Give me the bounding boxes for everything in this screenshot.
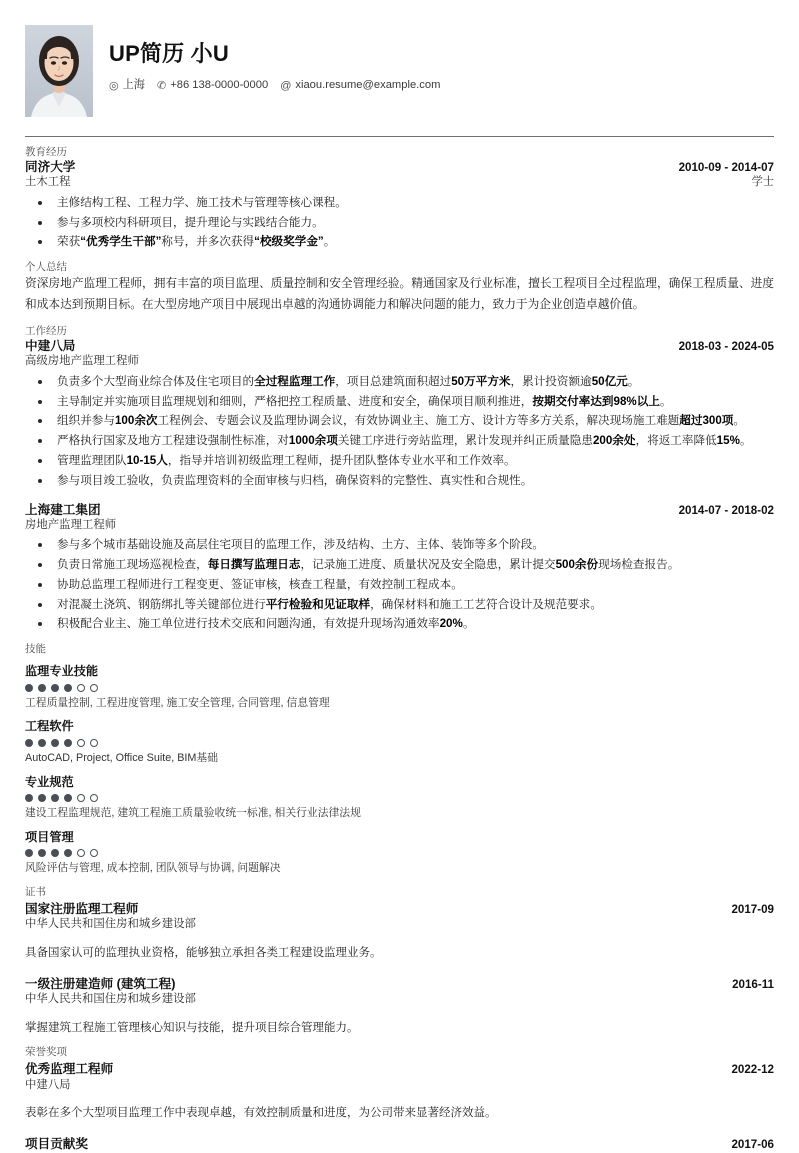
skill-dot-filled [25, 739, 33, 747]
education-degree: 学士 [751, 176, 774, 189]
email-icon: @ [280, 79, 292, 92]
candidate-name: UP简历 小U [109, 41, 229, 66]
award-entry [25, 1136, 774, 1152]
award-name: 项目贡献奖 [25, 1137, 88, 1152]
education-bullets [25, 194, 774, 252]
skill-level-rating [25, 739, 774, 747]
resume-header [25, 0, 774, 117]
section-label-work: 工作经历 [25, 325, 67, 337]
work-date: 2018-03 - 2024-05 [678, 340, 774, 354]
skill-dot-filled [38, 739, 46, 747]
certification-entry [25, 976, 774, 1037]
contact-email-text: xiaou.resume@example.com [295, 79, 441, 92]
award-name: 优秀监理工程师 [25, 1062, 114, 1077]
certifications-container [25, 901, 774, 1037]
award-issuer: 中建八局 [25, 1078, 71, 1091]
education-school: 同济大学 [25, 160, 76, 175]
section-label-awards: 荣誉奖项 [25, 1046, 67, 1059]
skill-dot-filled [64, 849, 72, 857]
skill-group [25, 774, 774, 822]
education-date: 2010-09 - 2014-07 [678, 161, 774, 175]
certification-date: 2017-09 [731, 902, 774, 916]
skill-dot-filled [51, 684, 59, 692]
education-major: 土木工程 [25, 176, 71, 189]
skill-dot-empty [90, 849, 98, 857]
bullet-item: 负责日常施工现场巡视检查，每日撰写监理日志，记录施工进度、质量状况及安全隐患，累计提交500余份现场检查报告。 [25, 556, 774, 575]
skill-group [25, 718, 774, 766]
work-jobs-container [25, 338, 774, 634]
award-date: 2022-12 [731, 1063, 774, 1077]
bullet-item: 参与项目竣工验收，负责监理资料的全面审核与归档，确保资料的完整性、真实性和合规性。 [25, 472, 774, 491]
bullet-item: 参与多项校内科研项目，提升理论与实践结合能力。 [25, 214, 774, 233]
certification-description: 掌握建筑工程施工管理核心知识与技能，提升项目综合管理能力。 [25, 1021, 359, 1034]
certification-description: 具备国家认可的监理执业资格，能够独立承担各类工程建设监理业务。 [25, 946, 382, 959]
header-text-block [109, 25, 448, 94]
header-divider [25, 136, 774, 137]
work-bullets [25, 536, 774, 634]
certification-date: 2016-11 [732, 978, 774, 992]
award-entry [25, 1061, 774, 1122]
work-company: 上海建工集团 [25, 502, 101, 517]
skill-group [25, 663, 774, 711]
bullet-item: 管理监理团队10-15人，指导并培训初级监理工程师，提升团队整体专业水平和工作效率。 [25, 452, 774, 471]
skill-dot-filled [25, 849, 33, 857]
award-date: 2017-06 [731, 1138, 774, 1152]
bullet-item: 主修结构工程、工程力学、施工技术与管理等核心课程。 [25, 194, 774, 213]
skill-dot-filled [38, 794, 46, 802]
section-skills [25, 643, 774, 877]
skill-level-rating [25, 849, 774, 857]
contact-location-text: 上海 [122, 79, 145, 92]
bullet-item: 荣获“优秀学生干部”称号，并多次获得“校级奖学金”。 [25, 233, 774, 252]
summary-text: 资深房地产监理工程师，拥有丰富的项目监理、质量控制和安全管理经验。精通国家及行业标准，擅长工程项目全过程监理，确保工程质量、进度和成本达到预期目标。在大型房地产项目中展现出卓越的沟通协调能力和解决问题的能力，致力于为企业创造卓越价值。 [25, 277, 774, 312]
work-entry [25, 338, 774, 490]
skill-group-name: 工程软件 [25, 719, 74, 734]
skill-dot-filled [64, 684, 72, 692]
section-summary [25, 261, 774, 316]
skill-dot-filled [64, 794, 72, 802]
section-education [25, 146, 774, 252]
contact-phone-text: +86 138-0000-0000 [170, 79, 269, 92]
work-bullets [25, 373, 774, 491]
bullet-item: 严格执行国家及地方工程建设强制性标准，对1000余项关键工序进行旁站监理，累计发现并纠正质量隐患200余处，将返工率降低15%。 [25, 432, 774, 451]
skill-dot-empty [90, 684, 98, 692]
education-entry-sub-row [25, 175, 774, 190]
skill-dot-filled [64, 739, 72, 747]
skill-group-name: 项目管理 [25, 829, 74, 844]
section-label-education: 教育经历 [25, 146, 67, 158]
work-entry-head [25, 502, 774, 518]
bullet-item: 组织并参与100余次工程例会、专题会议及监理协调会议，有效协调业主、施工方、设计方等多方关系，解决现场施工难题超过300项。 [25, 412, 774, 431]
skill-group-items: AutoCAD, Project, Office Suite, BIM基础 [25, 751, 219, 764]
contact-phone [157, 78, 268, 94]
skill-dot-empty [77, 739, 85, 747]
section-awards [25, 1046, 774, 1153]
bullet-item: 主导制定并实施项目监理规划和细则，严格把控工程质量、进度和安全，确保项目顺利推进，按期交付率达到98%以上。 [25, 393, 774, 412]
certification-name: 一级注册建造师 (建筑工程) [25, 977, 176, 992]
skill-dot-filled [25, 684, 33, 692]
skill-group-name: 监理专业技能 [25, 664, 99, 679]
skill-dot-empty [90, 739, 98, 747]
work-entry-head [25, 338, 774, 354]
work-job-title: 高级房地产监理工程师 [25, 355, 139, 368]
award-description: 表彰在多个大型项目监理工作中表现卓越，有效控制质量和进度，为公司带来显著经济效益。 [25, 1107, 497, 1120]
work-date: 2014-07 - 2018-02 [678, 503, 774, 517]
bullet-item: 负责多个大型商业综合体及住宅项目的全过程监理工作，项目总建筑面积超过50万平方米，累计投资额逾50亿元。 [25, 373, 774, 392]
bullet-item: 积极配合业主、施工单位进行技术交底和问题沟通，有效提升现场沟通效率20%。 [25, 615, 774, 634]
skill-dot-filled [51, 739, 59, 747]
bullet-item: 协助总监理工程师进行工程变更、签证审核，核查工程量，有效控制工程成本。 [25, 576, 774, 595]
skill-dot-empty [77, 794, 85, 802]
award-entry-head [25, 1061, 774, 1077]
certification-entry-head [25, 901, 774, 917]
avatar [25, 25, 93, 117]
skill-group-items: 建设工程监理规范, 建筑工程施工质量验收统一标准, 相关行业法律法规 [25, 807, 361, 820]
skill-level-rating [25, 794, 774, 802]
work-job-title: 房地产监理工程师 [25, 518, 117, 531]
skills-container [25, 663, 774, 876]
section-label-certifications: 证书 [25, 885, 46, 898]
award-entry-head [25, 1136, 774, 1152]
skill-dot-filled [51, 849, 59, 857]
work-entry [25, 502, 774, 635]
bullet-item: 参与多个城市基础设施及高层住宅项目的监理工作，涉及结构、土方、主体、装饰等多个阶段。 [25, 536, 774, 555]
contact-email [280, 78, 440, 94]
skill-dot-empty [77, 684, 85, 692]
bullet-item: 对混凝土浇筑、钢筋绑扎等关键部位进行平行检验和见证取样，确保材料和施工工艺符合设计及规范要求。 [25, 596, 774, 615]
skill-dot-empty [77, 849, 85, 857]
skill-group-items: 工程质量控制, 工程进度管理, 施工安全管理, 合同管理, 信息管理 [25, 696, 330, 709]
education-entry-head [25, 159, 774, 175]
certification-entry [25, 901, 774, 962]
skill-dot-filled [38, 684, 46, 692]
contact-location [109, 78, 145, 94]
awards-container [25, 1061, 774, 1153]
certification-name: 国家注册监理工程师 [25, 901, 139, 916]
work-company: 中建八局 [25, 339, 76, 354]
education-entry [25, 159, 774, 252]
section-certifications [25, 886, 774, 1037]
certification-issuer: 中华人民共和国住房和城乡建设部 [25, 993, 196, 1006]
section-label-skills: 技能 [25, 643, 46, 656]
skill-dot-filled [25, 794, 33, 802]
skill-dot-empty [90, 794, 98, 802]
skill-group [25, 829, 774, 877]
skill-group-name: 专业规范 [25, 774, 74, 789]
section-label-summary: 个人总结 [25, 261, 67, 274]
skill-dot-filled [38, 849, 46, 857]
certification-entry-head [25, 976, 774, 992]
contact-line [109, 78, 448, 94]
skill-group-items: 风险评估与管理, 成本控制, 团队领导与协调, 问题解决 [25, 862, 281, 875]
skill-dot-filled [51, 794, 59, 802]
skill-level-rating [25, 684, 774, 692]
certification-issuer: 中华人民共和国住房和城乡建设部 [25, 918, 196, 931]
section-work [25, 325, 774, 634]
phone-icon: ✆ [157, 79, 167, 92]
location-pin-icon: ◎ [109, 79, 119, 92]
